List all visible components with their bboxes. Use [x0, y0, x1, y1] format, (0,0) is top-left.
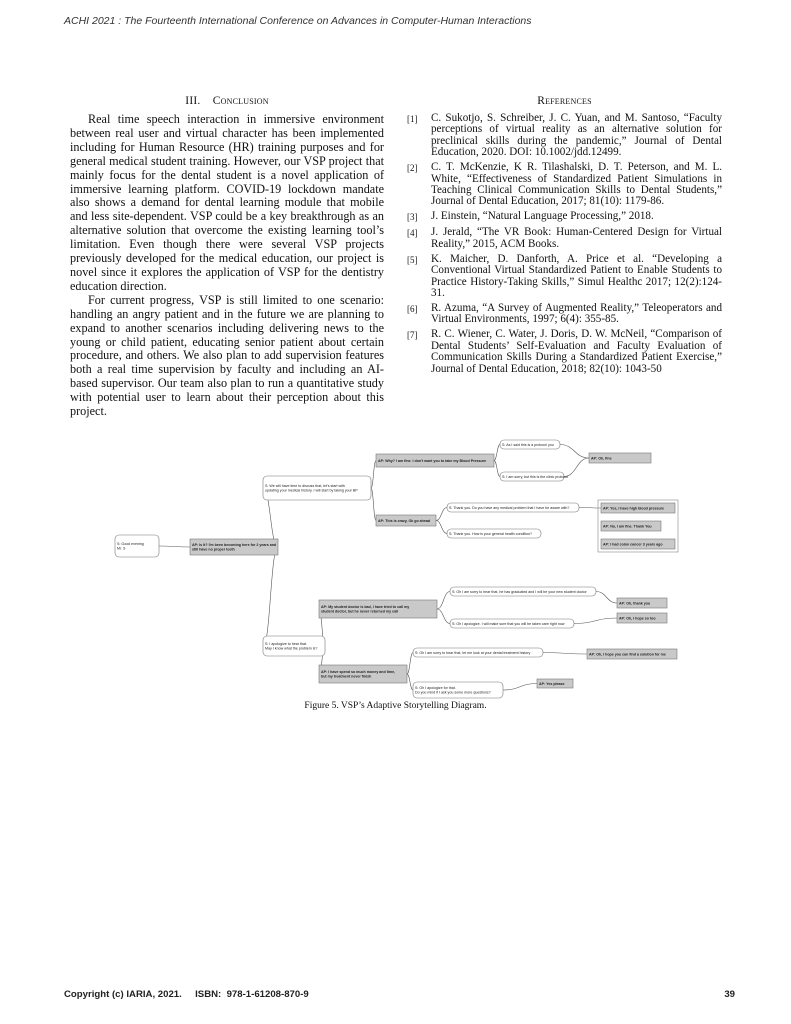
student-line-text: Do you mind if I ask you some more questions?	[415, 690, 491, 695]
diagram-connector	[371, 461, 376, 489]
footer-copyright: Copyright (c) IARIA, 2021. ISBN: 978-1-61208-870-9	[64, 989, 309, 1000]
patient-reply-text: AP: Yes please	[539, 681, 565, 686]
reference-number: [3]	[407, 212, 418, 223]
diagram-connector	[437, 609, 450, 624]
patient-reply-text: AP: Why? I am fine. I don't want you to take my Blood Pressure	[378, 458, 487, 463]
student-line-text: Mr. S	[117, 546, 126, 551]
student-line-text: May I know what the problem is?	[265, 646, 318, 651]
reference-number: [6]	[407, 304, 418, 315]
diagram-connector	[263, 547, 278, 646]
reference-text: K. Maicher, D. Danforth, A. Price et al. “Developing a Conventional Virtual Standardized Patient to Enable Students to Practice History-Taking Skills,” Simul Healthc 2017; 12(2):124-31.	[431, 252, 722, 300]
student-line-text: S: I apologize to hear that.	[265, 642, 307, 647]
reference-text: R. C. Wiener, C. Water, J. Doris, D. W. McNeil, “Comparison of Dental Students’ Self-Evaluation and Faculty Evaluation of Communication Skills During a Standardized Patient Exercise,” Journal of Dental Education, 2018; 82(10): 1043-50	[431, 328, 722, 375]
diagram-connector	[596, 592, 617, 604]
student-line-text: S: Oh I apologize. I will make sure that you will be taken care right now	[452, 621, 565, 626]
references-section	[407, 95, 722, 379]
patient-reply-text: still have no proper teeth	[192, 547, 235, 552]
reference-text: C. Sukotjo, S. Schreiber, J. C. Yuan, and M. Santoso, “Faculty perceptions of virtual reality as an alternative solution for preclinical skills during the pandemic,” Journal of Dental Education, 2020. DOI: 10.1002/jdd.12499.	[431, 112, 722, 159]
patient-reply-text: AP: No, I am fine. Thank You	[603, 524, 652, 529]
reference-text: C. T. McKenzie, K R. Tilashalski, D. T. Peterson, and M. L. White, “Effectiveness of Standardized Patient Simulations in Teaching Clinical Communication Skills to Dental Students,” Journal of Dental Education, 2017; 81(10): 1179-86.	[431, 161, 722, 208]
diagram-connector	[503, 684, 537, 691]
reference-number: [1]	[407, 114, 418, 124]
running-header: ACHI 2021 : The Fourteenth International Conference on Advances in Computer-Human Interactions	[64, 15, 532, 27]
student-line-text: S: We will have time to discuss that, let's start with	[265, 484, 345, 489]
student-line-text: updating your medical history. I will start by taking your BP	[265, 488, 358, 493]
diagram-connector	[436, 521, 447, 534]
patient-reply-text: AP: Oh, fine	[591, 456, 612, 461]
patient-reply-text: student doctor, but he never returned my call	[321, 609, 399, 614]
reference-text: R. Azuma, “A Survey of Augmented Reality,” Teleoperators and Virtual Environments, 1997; 6(4): 355-85.	[431, 302, 722, 326]
reference-text: J. Einstein, “Natural Language Processing,” 2018.	[431, 210, 654, 223]
patient-reply-text: AP: Yes, I have high blood pressure	[603, 506, 665, 511]
paragraph: Real time speech interaction in immersive environment between real user and virtual character has been implemented including for Human Resource (HR) training purposes and for general medical student training. However, our VSP project that mainly focus for the dental student is a novel application of immersive learning platform. COVID-19 lockdown mandate also shows a demand for dental learning module that mobile and less site-dependent. VSP could be a key breakthrough as an alternative solution that overcome the existing learning tool’s limitation. Even though there were several VSP projects previously developed for the medical education, our project is novel since it explores the application of VSP for the dentistry education direction.	[70, 112, 384, 293]
student-line-text: S: As I said this is a protocol you	[502, 442, 554, 447]
diagram-connector	[159, 546, 190, 547]
student-line-text: S: Oh I apologize for that.	[415, 686, 456, 691]
patient-reply-text: AP: Oh, thank you	[619, 601, 651, 606]
patient-reply-text: AP: I have spend so much money and time,	[321, 670, 396, 675]
patient-reply-text: AP: Oh, I hope so too	[619, 616, 656, 621]
reference-number: [4]	[407, 228, 418, 239]
diagram-connector	[494, 445, 500, 461]
reference-item	[407, 303, 722, 326]
section-numeral: III.	[185, 95, 201, 107]
patient-reply-text: AP: Is it? I'm been becoming here for 2 years and	[192, 543, 277, 548]
diagram-connector	[564, 458, 589, 477]
reference-item	[407, 329, 722, 375]
diagram-connector	[436, 508, 447, 521]
student-line-text: S: Thank you. Do you have any medical problem that I have be aware with?	[449, 505, 570, 510]
student-line-text: S: I am sorry, but this is the clinic protocol	[502, 474, 569, 479]
reference-item	[407, 211, 722, 223]
section-title: Conclusion	[212, 95, 269, 107]
diagram-connector	[494, 461, 500, 477]
reference-number: [7]	[407, 330, 418, 341]
patient-reply-text: but my treatment never finish	[321, 674, 372, 679]
patient-reply-text: AP: I had colon cancer 3 years ago	[603, 542, 663, 547]
page-number: 39	[724, 989, 735, 1000]
diagram-connector	[407, 653, 413, 675]
diagram-connector	[543, 653, 587, 655]
diagram-connector	[407, 674, 413, 690]
diagram-connector	[371, 488, 376, 521]
patient-reply-text: AP: Oh, I hope you can find a solution for me	[589, 652, 666, 657]
student-line-text: S: Oh I am sorry to hear that, let me look at your dental treatment history	[415, 650, 531, 655]
reference-item	[407, 254, 722, 300]
reference-item	[407, 227, 722, 250]
student-line-text: S: Good evening	[117, 542, 144, 547]
reference-item	[407, 113, 722, 159]
patient-reply-text: AP: This is crazy, Ok go ahead	[378, 518, 431, 523]
section-heading	[70, 95, 384, 107]
student-line-text: S: Oh I am sorry to hear that, he has graduated and I will be your new student doctor	[452, 589, 587, 594]
patient-reply-text: AP: My student doctor is bad, I have tried to call my	[321, 605, 410, 610]
conclusion-section	[70, 95, 384, 419]
references-heading: References	[537, 95, 592, 107]
diagram-connector	[574, 618, 617, 624]
reference-text: J. Jerald, “The VR Book: Human-Centered Design for Virtual Reality,” 2015, ACM Books.	[431, 226, 722, 250]
figure-caption: Figure 5. VSP’s Adaptive Storytelling Diagram.	[304, 701, 487, 711]
storytelling-diagram	[113, 437, 679, 700]
reference-number: [2]	[407, 163, 418, 174]
paragraph: For current progress, VSP is still limited to one scenario: handling an angry patient and in the future we are planning to expand to another scenarios including delivering news to the young or child patient, educating senior patient about certain procedure, and others. We also plan to add supervision features both a real time supervision by faculty and including an AI-based supervisor. Our team also plan to run a quantitative study with potential user to learn about their perception about this project.	[70, 292, 384, 419]
diagram-canvas	[113, 437, 679, 700]
student-line-text: S: Thank you. How is your general health condition?	[449, 531, 533, 536]
reference-number: [5]	[407, 254, 418, 265]
diagram-connector	[437, 592, 450, 610]
diagram-connector	[560, 445, 589, 459]
reference-item	[407, 162, 722, 208]
